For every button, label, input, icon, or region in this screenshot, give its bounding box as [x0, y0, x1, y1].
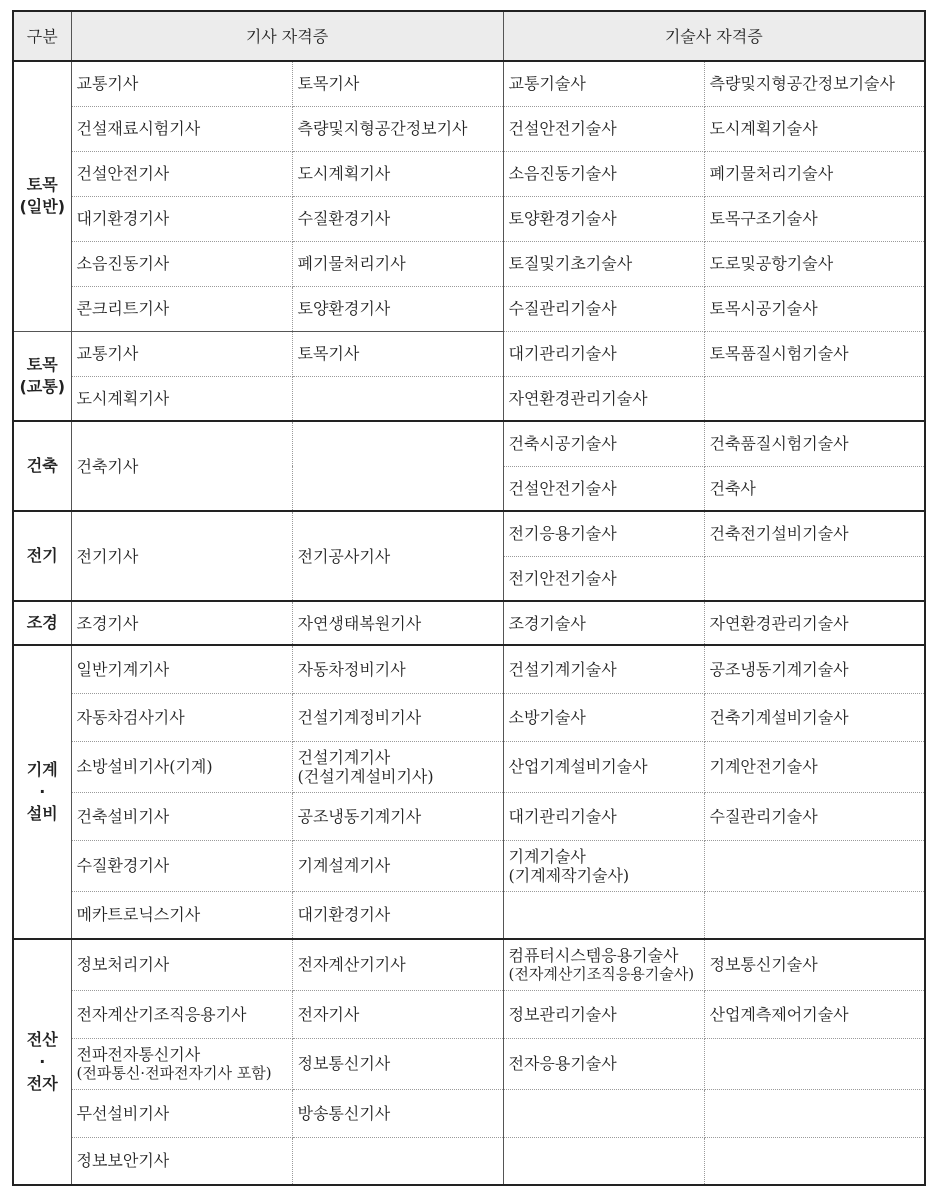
gisulsa-line: (전자계산기조직응용기술사): [508, 964, 695, 983]
gisa-cell: 전기기사: [71, 511, 292, 601]
gisulsa-cell: 측량및지형공간정보기술사: [704, 61, 925, 106]
table-row: [13, 1038, 925, 1089]
gisa-cell: 대기환경기사: [71, 196, 292, 241]
header-gisa: 기사 자격증: [71, 11, 503, 61]
table-row: [13, 61, 925, 106]
qualification-table: [12, 10, 926, 1186]
gisa-cell: 건축기사: [71, 421, 292, 511]
gisa-cell: 전자계산기조직응용기사: [71, 990, 292, 1038]
gisulsa-cell: [503, 891, 704, 939]
gisulsa-cell: 조경기술사: [503, 601, 704, 645]
gisulsa-cell: 토목품질시험기술사: [704, 331, 925, 376]
gisa-cell: 방송통신기사: [292, 1089, 503, 1137]
gisulsa-cell: 공조냉동기계기술사: [704, 645, 925, 693]
gisa-cell: 공조냉동기계기사: [292, 792, 503, 840]
gisulsa-cell: 건축시공기술사: [503, 421, 704, 466]
gisa-cell: 소음진동기사: [71, 241, 292, 286]
gisulsa-cell: 정보통신기술사: [704, 939, 925, 990]
table-row: [13, 990, 925, 1038]
gisa-cell: 토목기사: [292, 331, 503, 376]
gisulsa-cell: [704, 376, 925, 421]
table-row: [13, 286, 925, 331]
gisa-cell: 일반기계기사: [71, 645, 292, 693]
table-row: [13, 601, 925, 645]
category-mechanical: [13, 645, 71, 939]
gisulsa-line: 컴퓨터시스템응용기술사: [508, 945, 679, 965]
gisulsa-cell: [503, 1089, 704, 1137]
table-row: [13, 792, 925, 840]
table-row: [13, 693, 925, 741]
gisulsa-cell: 수질관리기술사: [704, 792, 925, 840]
gisa-cell: 폐기물처리기사: [292, 241, 503, 286]
gisulsa-cell: [704, 840, 925, 891]
category-line: 전산: [26, 1030, 58, 1049]
gisa-cell: 도시계획기사: [292, 151, 503, 196]
table-row: [13, 741, 925, 792]
gisa-cell-multiline: [292, 741, 503, 792]
gisa-cell: 정보통신기사: [292, 1038, 503, 1089]
gisa-cell: 교통기사: [71, 61, 292, 106]
table-row: [13, 840, 925, 891]
category-computing: [13, 939, 71, 1185]
gisa-cell: 콘크리트기사: [71, 286, 292, 331]
gisa-cell: 도시계획기사: [71, 376, 292, 421]
table-row: [13, 511, 925, 556]
gisa-cell-multiline: [71, 1038, 292, 1089]
gisulsa-cell: 전기응용기술사: [503, 511, 704, 556]
gisulsa-cell: 건설안전기술사: [503, 106, 704, 151]
category-line: (일반): [19, 197, 66, 217]
gisulsa-cell: 수질관리기술사: [503, 286, 704, 331]
table-row: [13, 421, 925, 466]
category-line: 토목: [26, 175, 58, 195]
category-line: 전자: [26, 1074, 58, 1093]
gisa-cell: 자연생태복원기사: [292, 601, 503, 645]
gisa-cell: 교통기사: [71, 331, 292, 376]
gisulsa-cell: 폐기물처리기술사: [704, 151, 925, 196]
gisa-cell: 측량및지형공간정보기사: [292, 106, 503, 151]
gisulsa-cell: 건설안전기술사: [503, 466, 704, 511]
gisulsa-cell: 산업기계설비기술사: [503, 741, 704, 792]
gisulsa-cell: [704, 1038, 925, 1089]
category-electric: 전기: [13, 511, 71, 601]
table-row: [13, 891, 925, 939]
gisa-cell: 건설재료시험기사: [71, 106, 292, 151]
gisa-cell: 정보처리기사: [71, 939, 292, 990]
gisulsa-cell: 자연환경관리기술사: [704, 601, 925, 645]
category-architecture: 건축: [13, 421, 71, 511]
gisulsa-cell: 전기안전기술사: [503, 556, 704, 601]
gisulsa-cell: 건축전기설비기술사: [704, 511, 925, 556]
gisulsa-cell: 토목시공기술사: [704, 286, 925, 331]
gisulsa-cell: 도시계획기술사: [704, 106, 925, 151]
table-row: [13, 241, 925, 286]
gisa-cell: 건축설비기사: [71, 792, 292, 840]
gisa-cell: [292, 376, 503, 421]
table-row: [13, 151, 925, 196]
gisa-cell: [292, 421, 503, 511]
gisa-cell: 건설안전기사: [71, 151, 292, 196]
category-landscape: 조경: [13, 601, 71, 645]
gisulsa-cell: 건축품질시험기술사: [704, 421, 925, 466]
category-line: 설비: [26, 804, 58, 823]
gisa-cell: 조경기사: [71, 601, 292, 645]
gisulsa-cell: 전자응용기술사: [503, 1038, 704, 1089]
gisa-cell: 전자계산기기사: [292, 939, 503, 990]
gisulsa-cell: [704, 1137, 925, 1185]
gisulsa-cell-multiline: [503, 840, 704, 891]
gisulsa-cell: 건설기계기술사: [503, 645, 704, 693]
gisulsa-cell: 토질및기초기술사: [503, 241, 704, 286]
table-row: [13, 645, 925, 693]
gisulsa-cell: [704, 891, 925, 939]
gisa-cell: [292, 1137, 503, 1185]
gisa-line: (건설기계설비기사): [297, 766, 434, 786]
table-row: [13, 1137, 925, 1185]
gisulsa-cell: 토목구조기술사: [704, 196, 925, 241]
table-row: [13, 376, 925, 421]
gisulsa-cell: 자연환경관리기술사: [503, 376, 704, 421]
gisulsa-cell: 소방기술사: [503, 693, 704, 741]
gisa-cell: 대기환경기사: [292, 891, 503, 939]
gisa-cell: 수질환경기사: [71, 840, 292, 891]
gisulsa-cell-multiline: [503, 939, 704, 990]
gisulsa-line: (기계제작기술사): [508, 865, 630, 885]
gisulsa-cell: 정보관리기술사: [503, 990, 704, 1038]
gisa-cell: 기계설계기사: [292, 840, 503, 891]
gisa-cell: 토양환경기사: [292, 286, 503, 331]
category-line: 토목: [26, 354, 58, 374]
gisulsa-cell: [704, 556, 925, 601]
qualification-table-wrapper: [12, 10, 926, 1186]
table-row: [13, 1089, 925, 1137]
gisulsa-cell: 대기관리기술사: [503, 792, 704, 840]
category-line: ·: [39, 1052, 46, 1071]
gisa-cell: 소방설비기사(기계): [71, 741, 292, 792]
header-row: [13, 11, 925, 61]
gisulsa-cell: 교통기술사: [503, 61, 704, 106]
gisulsa-cell: 건축사: [704, 466, 925, 511]
gisulsa-cell: [503, 1137, 704, 1185]
gisa-cell: 전자기사: [292, 990, 503, 1038]
header-gisulsa: 기술사 자격증: [503, 11, 925, 61]
gisa-cell: 토목기사: [292, 61, 503, 106]
table-row: [13, 196, 925, 241]
gisulsa-cell: 건축기계설비기술사: [704, 693, 925, 741]
gisulsa-cell: 토양환경기술사: [503, 196, 704, 241]
category-line: ·: [39, 782, 46, 801]
gisa-cell: 메카트로닉스기사: [71, 891, 292, 939]
gisulsa-line: 기계기술사: [508, 846, 586, 866]
gisulsa-cell: 대기관리기술사: [503, 331, 704, 376]
category-line: 기계: [26, 760, 58, 779]
table-row: [13, 106, 925, 151]
category-line: (교통): [19, 376, 66, 396]
category-civil-general: [13, 61, 71, 331]
gisa-cell: 수질환경기사: [292, 196, 503, 241]
gisa-cell: 건설기계정비기사: [292, 693, 503, 741]
gisa-line: 건설기계기사: [297, 747, 391, 767]
gisa-cell: 자동차정비기사: [292, 645, 503, 693]
header-category: 구분: [13, 11, 71, 61]
gisa-cell: 무선설비기사: [71, 1089, 292, 1137]
gisa-line: (전파통신·전파전자기사 포함): [76, 1063, 272, 1082]
gisa-line: 전파전자통신기사: [76, 1044, 201, 1064]
gisa-cell: 자동차검사기사: [71, 693, 292, 741]
gisa-cell: 정보보안기사: [71, 1137, 292, 1185]
gisulsa-cell: 산업계측제어기술사: [704, 990, 925, 1038]
gisulsa-cell: 기계안전기술사: [704, 741, 925, 792]
category-civil-traffic: [13, 331, 71, 421]
gisulsa-cell: 도로및공항기술사: [704, 241, 925, 286]
gisulsa-cell: 소음진동기술사: [503, 151, 704, 196]
table-row: [13, 331, 925, 376]
gisa-cell: 전기공사기사: [292, 511, 503, 601]
table-row: [13, 939, 925, 990]
gisulsa-cell: [704, 1089, 925, 1137]
